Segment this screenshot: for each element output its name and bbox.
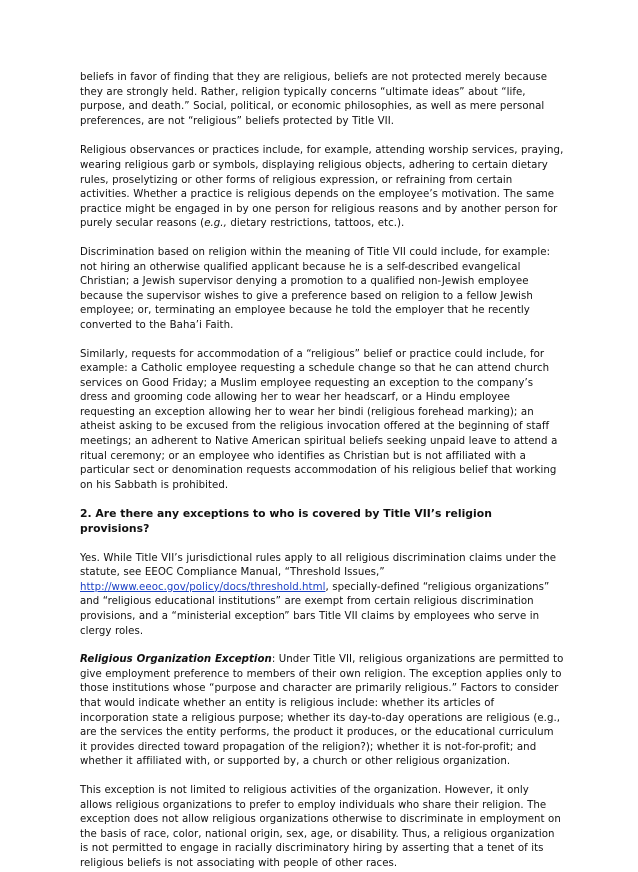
exception-text: : Under Title VII, religious organizations are permitted to give employment preference to members of their own religion. The exception applies only to those institutions whose “purpose and character are primarily religious.” Factors to consider that would indicate whether an entity is religious include: whether its articles of incorporation state a religious purpose; whether its day-to-day operations are religious (e.g., are the services the entity performs, the product it produces, or the educational curriculum it provides directed toward propagation of the religion?); whether it is not-for-profit; and whether it affiliated with, or supported by, a church or other religious organization. xyxy=(80,654,564,768)
overview-text: Yes. While Title VII’s jurisdictional rules apply to all religious discrimination claims under the statute, see EEOC Compliance Manual, “Threshold Issues,” xyxy=(80,552,557,579)
paragraph-religious-organization-exception xyxy=(80,653,564,770)
paragraph-discrimination-examples: Discrimination based on religion within the meaning of Title VII could include, for example: not hiring an otherwise qualified applicant because he is a self-described evangelical Christian; a Jewish supervisor denying a promotion to a qualified non-Jewish employee because the supervisor wishes to give a preference based on religion to a fellow Jewish employee; or, terminating an employee because he told the employer that he recently converted to the Baha’i Faith. xyxy=(80,246,551,331)
overview-text-end: , specially-defined “religious organizations” and “religious educational institutions” are exempt from certain religious discrimination provisions, and a “ministerial exception” bars Title VII claims by employees who serve in clergy roles. xyxy=(80,581,550,637)
eg-italic: e.g., xyxy=(204,218,227,230)
paragraph-religious-practices xyxy=(80,144,564,232)
paragraph-accommodation-examples: Similarly, requests for accommodation of a “religious” belief or practice could include, for example: a Catholic employee requesting a schedule change so that he can attend church services on Good Friday; a Muslim employee requesting an exception to the company’s dress and grooming code allowing her to wear her headscarf, or a Hindu employee requesting an exception allowing her to wear her bindi (religious forehead marking); an atheist asking to be excused from the religious invocation offered at the beginning of staff meetings; an adherent to Native American spiritual beliefs seeking unpaid leave to attend a ritual ceremony; or an employee who identifies as Christian but is not affiliated with a particular sect or denomination requests accommodation of his religious belief that working on his Sabbath is prohibited. xyxy=(80,348,558,491)
practices-text: Religious observances or practices include, for example, attending worship services, praying, wearing religious garb or symbols, displaying religious objects, adhering to certain dietary rules, proselytizing or other forms of religious expression, or refraining from certain activities. Whether a practice is religious depends on the employee’s motivation. The same practice might be engaged in by one person for religious reasons and by another person for purely secular reasons ( xyxy=(80,145,564,230)
threshold-issues-link[interactable]: http://www.eeoc.gov/policy/docs/threshold.html xyxy=(80,581,326,593)
paragraph-exception-limits: This exception is not limited to religious activities of the organization. However, it only allows religious organizations to prefer to employ individuals who share their religion. The exception does not allow religious organizations otherwise to discriminate in employment on the basis of race, color, national origin, sex, age, or disability. Thus, a religious organization is not permitted to engage in racially discriminatory hiring by asserting that a tenet of its religious beliefs is not associating with people of other races. xyxy=(80,784,561,869)
paragraph-religious-beliefs: beliefs in favor of finding that they are religious, beliefs are not protected merely because they are strongly held. Rather, religion typically concerns “ultimate ideas” about “life, purpose, and death.” Social, political, or economic philosophies, as well as mere personal preferences, are not “religious” beliefs protected by Title VII. xyxy=(80,72,548,127)
paragraph-exceptions-overview xyxy=(80,552,564,640)
practices-text-end: dietary restrictions, tattoos, etc.). xyxy=(226,218,405,230)
exception-label: Religious Organization Exception xyxy=(80,654,272,666)
section-heading-exceptions: 2. Are there any exceptions to who is covered by Title VII’s religion provisions? xyxy=(80,507,492,536)
